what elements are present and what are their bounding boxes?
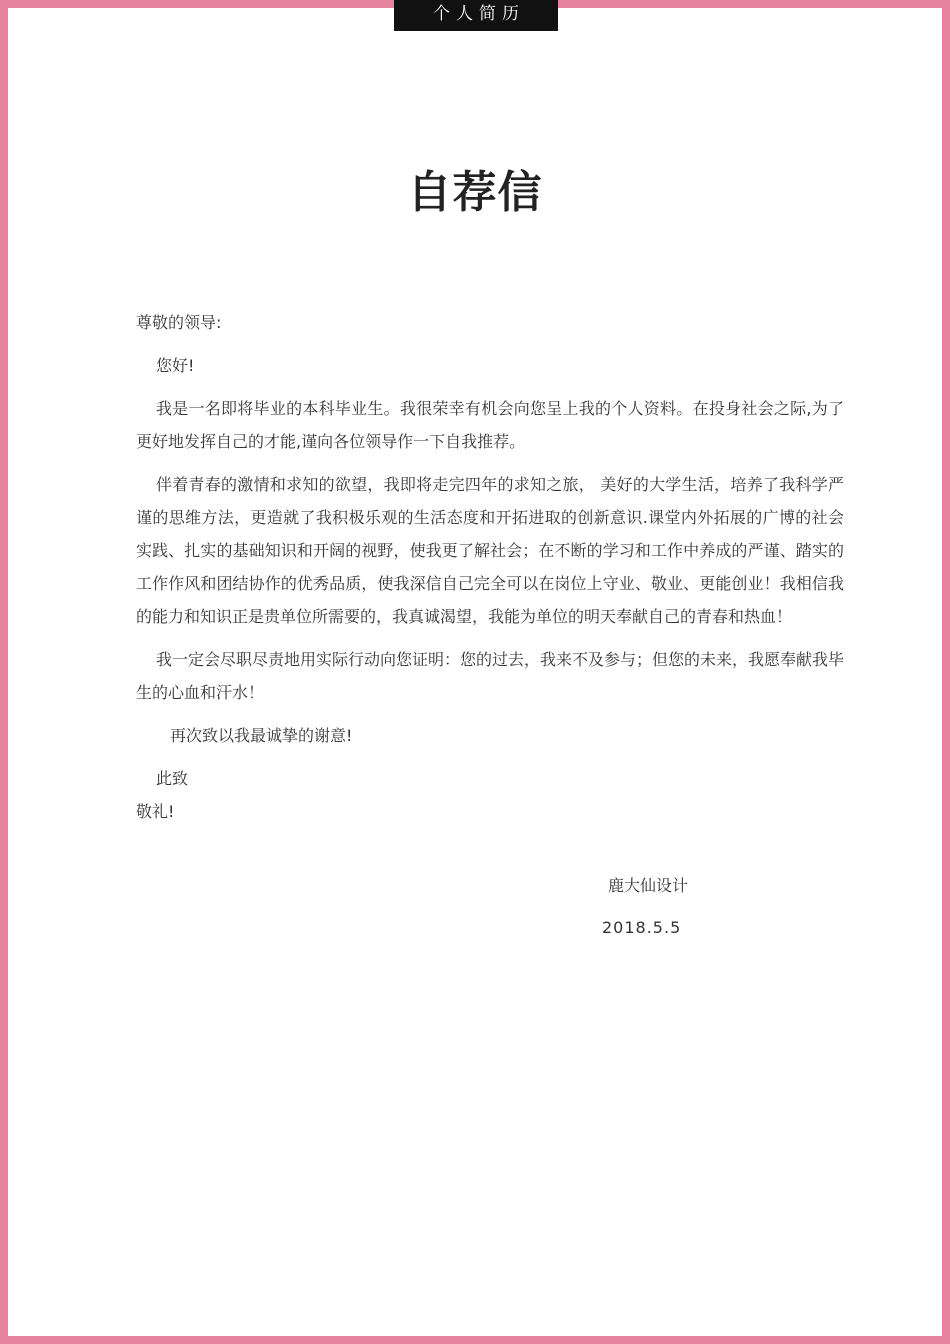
letter-body <box>136 306 844 828</box>
date: 2018.5.5 <box>602 918 682 937</box>
closing-line-1: 此致 <box>156 769 189 788</box>
salutation: 尊敬的领导: <box>136 313 222 332</box>
greeting: 您好! <box>156 356 195 375</box>
page-title: 自荐信 <box>407 167 543 218</box>
header-tab: 个人简历 <box>394 0 558 31</box>
paragraph-1: 我是一名即将毕业的本科毕业生。我很荣幸有机会向您呈上我的个人资料。在投身社会之际,为了更好地发挥自己的才能,谨向各位领导作一下自我推荐。 <box>136 399 844 451</box>
paragraph-3: 我一定会尽职尽责地用实际行动向您证明：您的过去，我来不及参与；但您的未来，我愿奉献我毕生的心血和汗水！ <box>136 650 845 702</box>
thanks-line: 再次致以我最诚挚的谢意! <box>170 726 353 745</box>
closing-line-2: 敬礼! <box>136 802 175 821</box>
paragraph-2: 伴着青春的激情和求知的欲望，我即将走完四年的求知之旅， 美好的大学生活，培养了我科学严谨的思维方法，更造就了我积极乐观的生活态度和开拓进取的创新意识.课堂内外拓展的广博的社会实践、扎实的基础知识和开阔的视野，使我更了解社会；在不断的学习和工作中养成的严谨、踏实的工作作风和团结协作的优秀品质，使我深信自己完全可以在岗位上守业、敬业、更能创业！我相信我的能力和知识正是贵单位所需要的，我真诚渴望，我能为单位的明天奉献自己的青春和热血！ <box>136 475 844 626</box>
signature: 鹿大仙设计 <box>608 876 689 895</box>
